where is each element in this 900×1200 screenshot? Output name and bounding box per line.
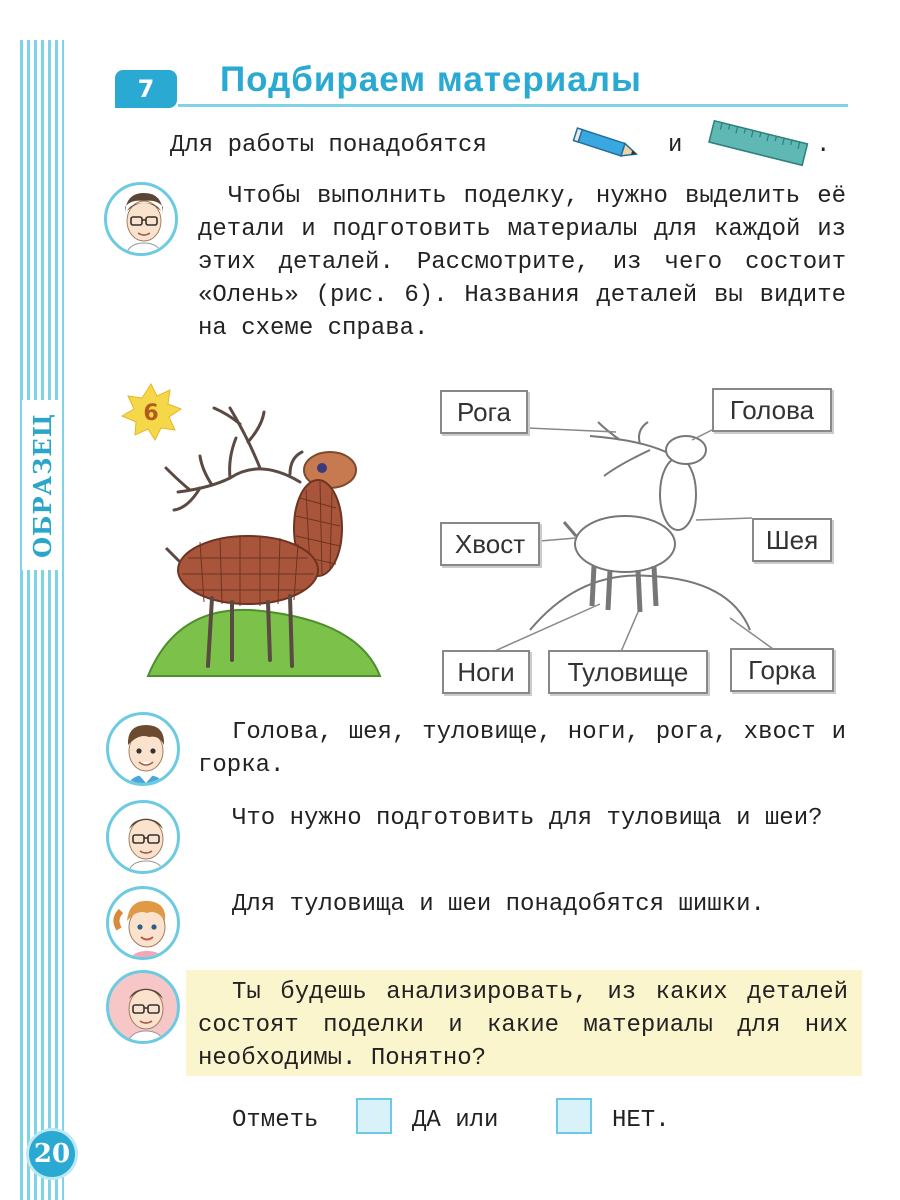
label-horns: Рога (440, 390, 528, 434)
label-body: Туловище (548, 650, 708, 694)
dialog-1-text: Голова, шея, туловище, ноги, рога, хвост и горка. (198, 719, 846, 779)
self-check-yes: ДА или (412, 1107, 499, 1134)
label-head: Голова (712, 388, 832, 432)
side-label (22, 400, 62, 570)
page-number: 20 (26, 1128, 78, 1180)
teacher-face-icon (109, 973, 180, 1044)
yes-checkbox[interactable] (356, 1098, 392, 1134)
label-tail: Хвост (440, 522, 540, 566)
no-checkbox[interactable] (556, 1098, 592, 1134)
dialog-3-text: Для туловища и шеи понадобятся шишки. (232, 891, 765, 918)
teacher-avatar-3 (106, 970, 180, 1044)
figure-number: 6 (143, 401, 159, 426)
page-title: Подбираем материалы (220, 60, 642, 99)
boy-avatar (106, 712, 180, 786)
deer-craft-illustration (140, 398, 390, 688)
tools-line-text: Для работы понадобятся (170, 132, 487, 159)
pencil-icon (572, 124, 642, 164)
deer-body (178, 536, 318, 604)
teacher-avatar (104, 182, 178, 256)
dialog-4-text: Ты будешь анализировать, из каких деталей состоят поделки и какие материалы для них необходимы. Понятно? (198, 979, 848, 1072)
lesson-number-badge: 7 (115, 70, 177, 108)
self-check-prefix: Отметь (232, 1107, 319, 1134)
side-label-text: ОБРАЗЕЦ (27, 412, 57, 558)
teacher-avatar-2 (106, 800, 180, 874)
girl-face-icon (109, 889, 180, 960)
boy-face-icon (109, 715, 180, 786)
hill-grass (148, 610, 380, 676)
label-legs: Ноги (442, 650, 530, 694)
intro-paragraph: Чтобы выполнить поделку, нужно выделить её детали и подготовить материалы для каждой из этих деталей. Рассмотрите, из чего состоит «Олень» (рис. 6). Названия деталей вы видите на схеме справа. (198, 183, 846, 342)
title-rule (178, 104, 848, 107)
side-stripe (20, 40, 64, 1200)
ruler-icon (706, 118, 810, 170)
girl-avatar (106, 886, 180, 960)
teacher-face-icon (109, 803, 180, 874)
self-check-no: НЕТ. (612, 1107, 670, 1134)
tools-line-end: . (816, 132, 831, 159)
teacher-face-icon (107, 185, 178, 256)
tools-line-and: и (668, 132, 683, 159)
dialog-2-text: Что нужно подготовить для туловища и шеи? (232, 805, 823, 832)
label-hill: Горка (730, 648, 834, 692)
label-neck: Шея (752, 518, 832, 562)
